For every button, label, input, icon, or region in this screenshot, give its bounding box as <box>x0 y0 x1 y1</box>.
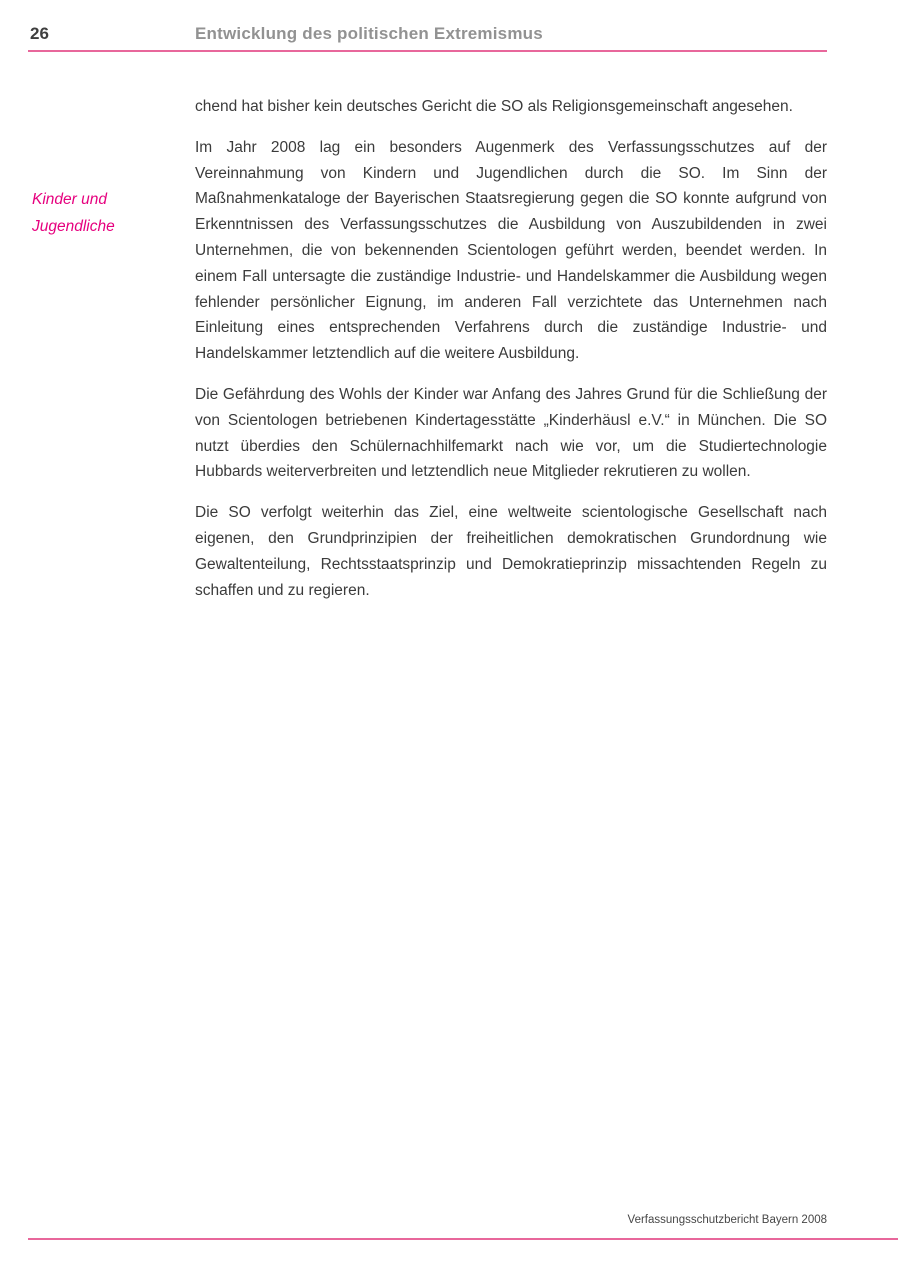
paragraph: Die SO verfolgt weiterhin das Ziel, eine weltweite scientologische Gesellschaft nach eigenen, den Grundprinzipien der freiheitlichen demokratischen Grundordnung wie Gewaltenteilung, Rechtsstaatsprinzip und Demokratieprinzip missachtenden Regeln zu schaffen und zu regieren. <box>195 504 827 599</box>
paragraph: Die Gefährdung des Wohls der Kinder war Anfang des Jahres Grund für die Schließung der von Scientologen betriebenen Kindertagesstätte „Kinderhäusl e.V.“ in München. Die SO nutzt überdies den Schülernachhilfemarkt nach wie vor, um die Studiertechnologie Hubbards weiterverbreiten und letztendlich neue Mitglieder rekrutieren zu wollen. <box>195 385 827 481</box>
body-paragraphs <box>195 94 827 618</box>
header-title: Entwicklung des politischen Extremismus <box>195 24 543 43</box>
paragraph: chend hat bisher kein deutsches Gericht die SO als Religionsgemeinschaft angesehen. <box>195 98 793 115</box>
page-number: 26 <box>30 24 49 43</box>
paragraph: Im Jahr 2008 lag ein besonders Augenmerk des Verfassungsschutzes auf der Vereinnahmung von Kindern und Jugendlichen durch die SO. Im Sinn der Maßnahmenkataloge der Bayerischen Staatsregierung gegen die SO konnte aufgrund von Erkenntnissen des Verfassungsschutzes die Ausbildung von Auszubildenden in zwei Unternehmen, die von bekennenden Scientologen geführt werden, beendet werden. In einem Fall untersagte die zuständige Industrie- und Handelskammer die Ausbildung wegen fehlender persönlicher Eignung, im anderen Fall verzichtete das Unternehmen nach Einleitung eines entsprechenden Verfahrens durch die zuständige Industrie- und Handelskammer letztendlich auf die weitere Ausbildung. <box>195 138 827 363</box>
margin-note: Kinder und Jugendliche <box>32 191 115 235</box>
page-header <box>30 24 827 44</box>
footer-rule <box>28 1238 898 1240</box>
footer-text: Verfassungsschutzbericht Bayern 2008 <box>627 1214 827 1226</box>
header-rule <box>28 50 827 52</box>
